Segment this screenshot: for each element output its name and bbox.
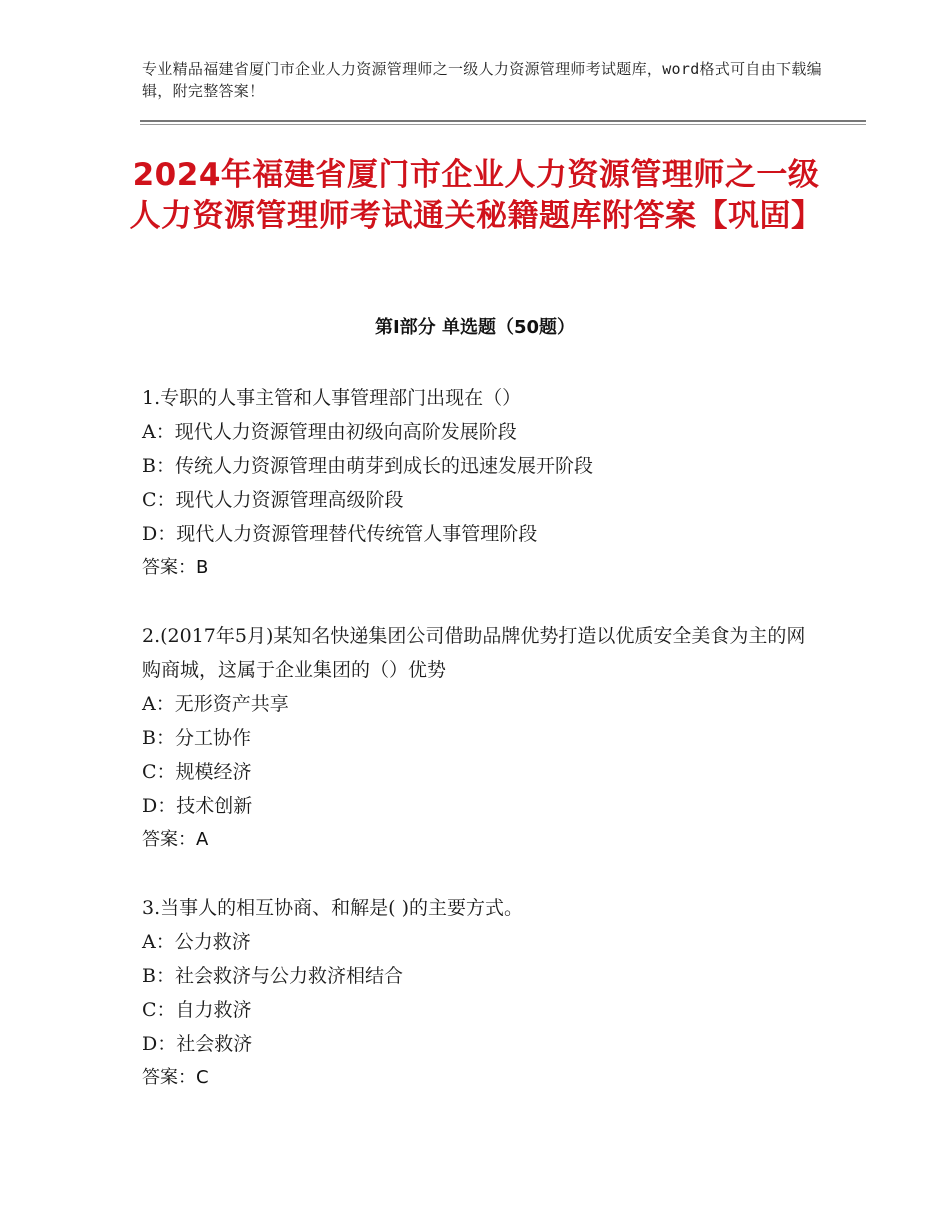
question-3 — [142, 891, 822, 1095]
question-stem: 1.专职的人事主管和人事管理部门出现在（） — [142, 387, 522, 409]
option-c: C：自力救济 — [142, 999, 252, 1021]
section-title: 第Ⅰ部分 单选题（50题） — [374, 317, 575, 338]
option-d: D：技术创新 — [142, 795, 253, 817]
option-d: D：现代人力资源管理替代传统管人事管理阶段 — [142, 523, 538, 545]
option-c: C：现代人力资源管理高级阶段 — [142, 489, 404, 511]
question-stem: 3.当事人的相互协商、和解是( )的主要方式。 — [142, 897, 523, 919]
header-divider-thin — [140, 124, 866, 125]
option-b: B：社会救济与公力救济相结合 — [142, 965, 403, 987]
answer: 答案：C — [142, 1067, 209, 1088]
option-a: A：现代人力资源管理由初级向高阶发展阶段 — [142, 421, 517, 443]
option-a: A：无形资产共享 — [142, 693, 289, 715]
document-title: 2024年福建省厦门市企业人力资源管理师之一级人力资源管理师考试通关秘籍题库附答案【巩固】 — [129, 157, 823, 234]
answer: 答案：A — [142, 829, 209, 850]
question-stem: 2.(2017年5月)某知名快递集团公司借助品牌优势打造以优质安全美食为主的网购商城，这属于企业集团的（）优势 — [142, 625, 806, 681]
option-b: B：传统人力资源管理由萌芽到成长的迅速发展开阶段 — [142, 455, 593, 477]
option-c: C：规模经济 — [142, 761, 252, 783]
header-note: 专业精品福建省厦门市企业人力资源管理师之一级人力资源管理师考试题库，word格式可自由下载编辑，附完整答案！ — [142, 60, 822, 100]
option-a: A：公力救济 — [142, 931, 251, 953]
option-b: B：分工协作 — [142, 727, 251, 749]
option-d: D：社会救济 — [142, 1033, 253, 1055]
answer: 答案：B — [142, 557, 209, 578]
header-divider — [140, 120, 866, 122]
question-2 — [142, 619, 822, 857]
question-1 — [142, 381, 822, 585]
